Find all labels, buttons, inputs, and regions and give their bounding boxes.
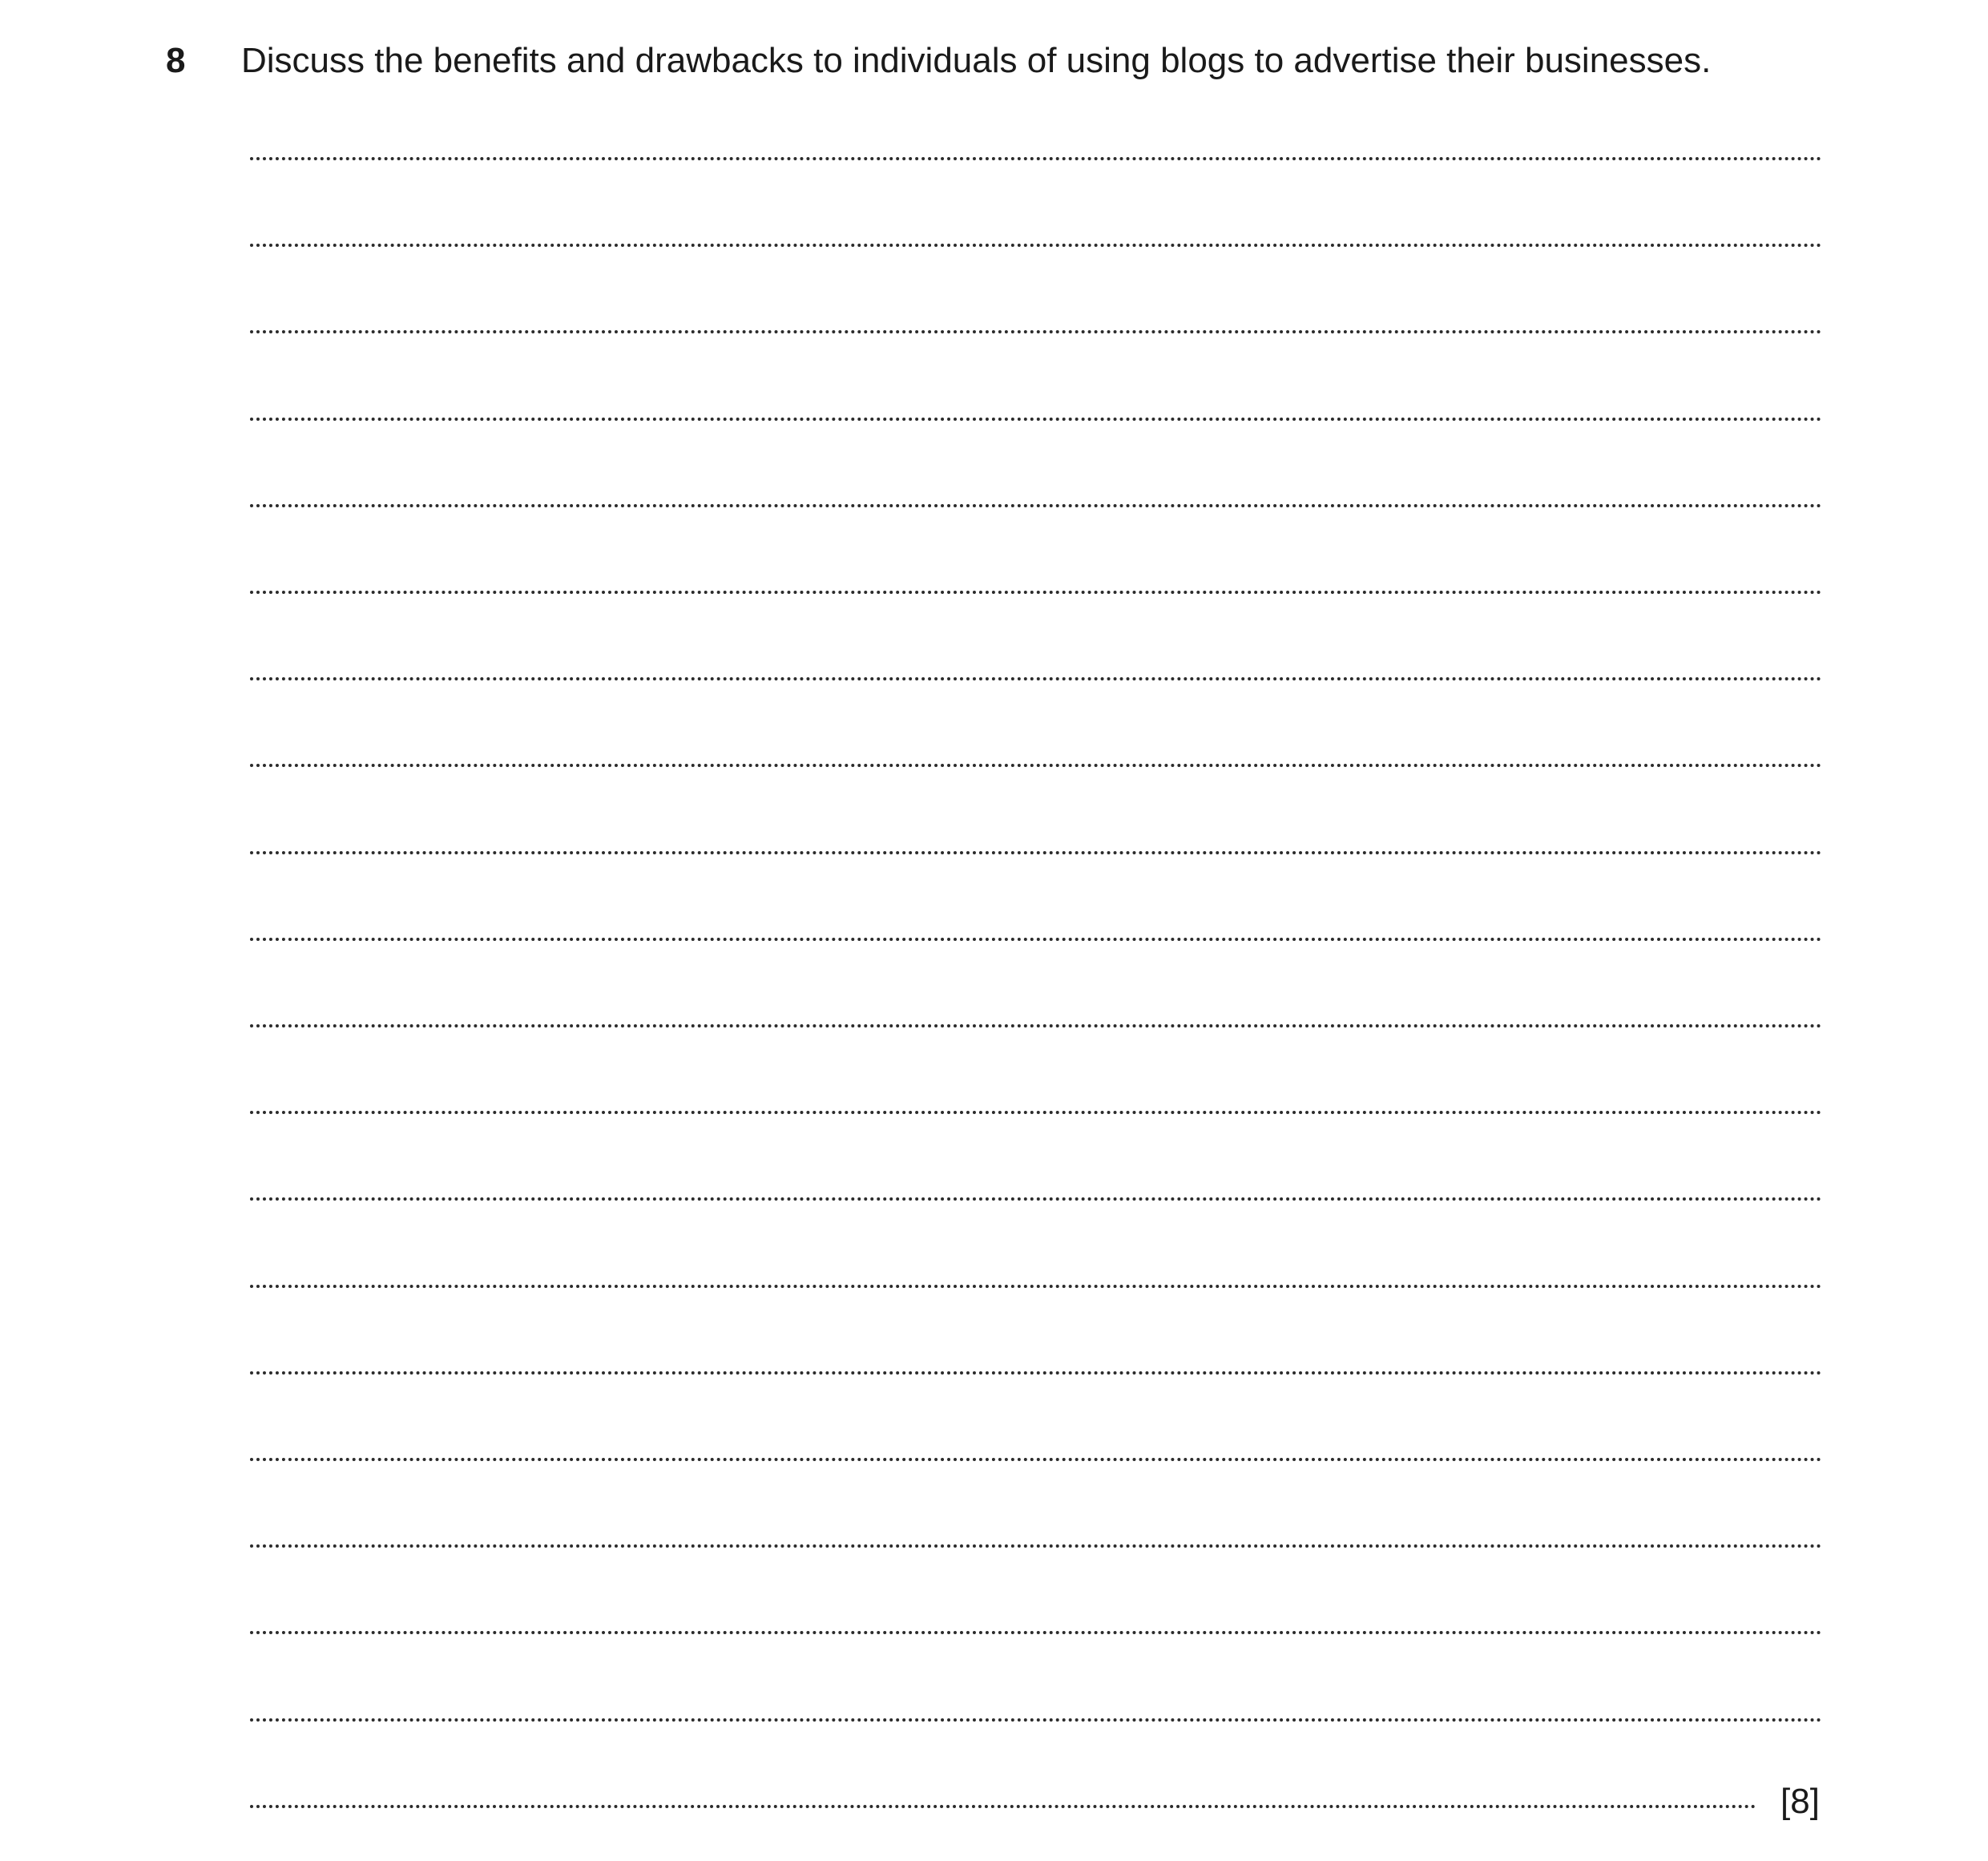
answer-line[interactable]	[250, 938, 1822, 941]
answer-line[interactable]	[250, 1285, 1822, 1288]
question-number: 8	[166, 41, 186, 80]
answer-line[interactable]	[250, 157, 1822, 160]
answer-line[interactable]	[250, 1458, 1822, 1461]
answer-line[interactable]	[250, 330, 1822, 333]
answer-line[interactable]	[250, 591, 1822, 594]
answer-line[interactable]	[250, 244, 1822, 247]
marks-label: [8]	[1780, 1782, 1820, 1821]
answer-area[interactable]	[250, 0, 1822, 1861]
answer-line[interactable]	[250, 418, 1822, 421]
answer-line[interactable]	[250, 1544, 1822, 1548]
answer-line[interactable]	[250, 1197, 1822, 1201]
answer-line[interactable]	[250, 677, 1822, 680]
answer-line[interactable]	[250, 504, 1822, 507]
question-text: Discuss the benefits and drawbacks to individuals of using blogs to advertise their businesses.	[241, 41, 1712, 80]
answer-line[interactable]	[250, 1718, 1822, 1722]
answer-line[interactable]	[250, 1805, 1756, 1808]
answer-line[interactable]	[250, 1111, 1822, 1114]
answer-line[interactable]	[250, 764, 1822, 767]
answer-line[interactable]	[250, 1631, 1822, 1634]
answer-line[interactable]	[250, 851, 1822, 854]
answer-line[interactable]	[250, 1024, 1822, 1027]
answer-line[interactable]	[250, 1371, 1822, 1375]
